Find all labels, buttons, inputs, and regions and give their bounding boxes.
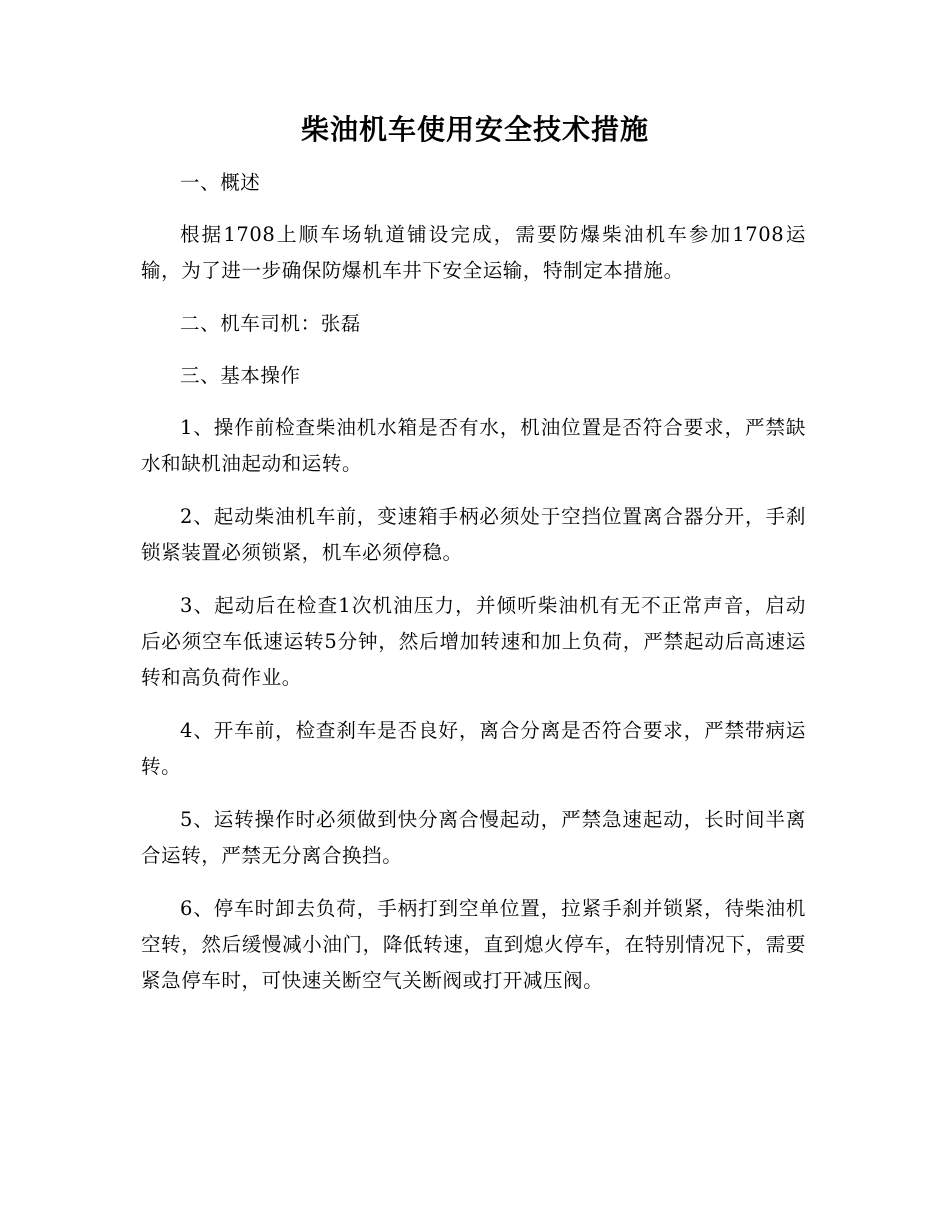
section-heading-driver: 二、机车司机：张磊 <box>180 312 361 335</box>
document-title: 柴油机车使用安全技术措施 <box>300 113 649 146</box>
operation-item-4: 4、开车前，检查刹车是否良好，离合分离是否符合要求，严禁带病运转。 <box>141 719 806 778</box>
overview-paragraph: 根据1708上顺车场轨道铺设完成，需要防爆柴油机车参加1708运输，为了进一步确保防爆机车井下安全运输，特制定本措施。 <box>141 223 806 282</box>
operation-item-1: 1、操作前检查柴油机水箱是否有水，机油位置是否符合要求，严禁缺水和缺机油起动和运转。 <box>141 416 806 475</box>
operation-item-3: 3、起动后在检查1次机油压力，并倾听柴油机有无不正常声音，启动后必须空车低速运转5分钟，然后增加转速和加上负荷，严禁起动后高速运转和高负荷作业。 <box>141 594 806 689</box>
operation-item-2: 2、起动柴油机车前，变速箱手柄必须处于空挡位置离合器分开，手刹锁紧装置必须锁紧，机车必须停稳。 <box>141 505 806 564</box>
section-heading-basic-operations: 三、基本操作 <box>180 364 301 387</box>
section-heading-overview: 一、概述 <box>180 171 261 194</box>
document-body <box>141 165 806 1016</box>
operation-item-5: 5、运转操作时必须做到快分离合慢起动，严禁急速起动，长时间半离合运转，严禁无分离合换挡。 <box>141 808 806 867</box>
operation-item-6: 6、停车时卸去负荷，手柄打到空单位置，拉紧手刹并锁紧，待柴油机空转，然后缓慢减小油门，降低转速，直到熄火停车，在特别情况下，需要紧急停车时，可快速关断空气关断阀或打开减压阀。 <box>141 897 806 992</box>
